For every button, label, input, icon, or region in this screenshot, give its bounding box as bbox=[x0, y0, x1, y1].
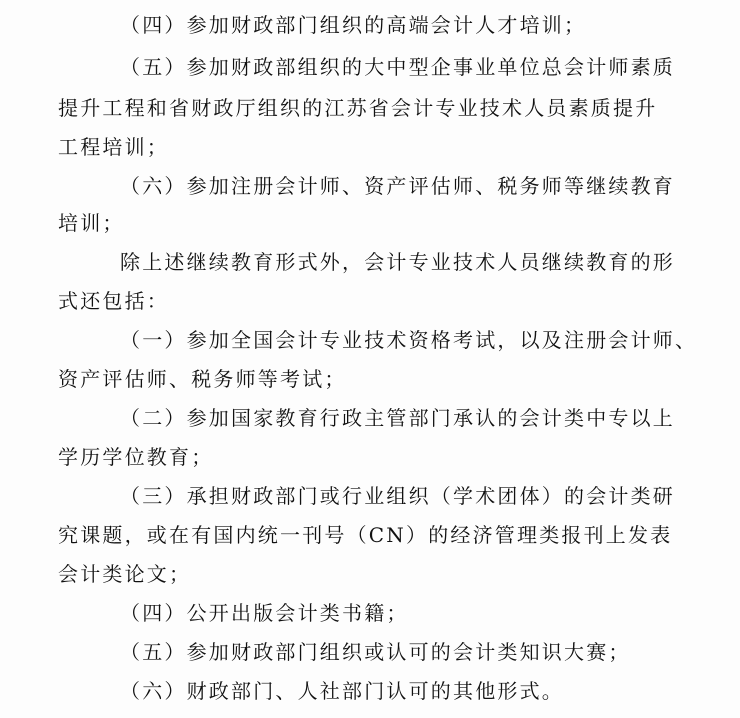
text-line: （一）参加全国会计专业技术资格考试，以及注册会计师、 bbox=[120, 328, 698, 352]
text-line: 式还包括： bbox=[58, 289, 169, 313]
text-line: （六）参加注册会计师、资产评估师、税务师等继续教育 bbox=[120, 174, 675, 198]
text-line: 资产评估师、税务师等考试； bbox=[58, 367, 347, 391]
text-line: 提升工程和省财政厅组织的江苏省会计专业技术人员素质提升 bbox=[58, 96, 658, 120]
text-line: 学历学位教育； bbox=[58, 445, 214, 469]
text-line: 除上述继续教育形式外，会计专业技术人员继续教育的形 bbox=[120, 250, 675, 274]
text-line: （五）参加财政部门组织或认可的会计类知识大赛； bbox=[120, 640, 631, 664]
text-line: 工程培训； bbox=[58, 135, 169, 159]
text-line: （五）参加财政部组织的大中型企事业单位总会计师素质 bbox=[120, 55, 675, 79]
text-line: 究课题，或在有国内统一刊号（CN）的经济管理类报刊上发表 bbox=[58, 523, 673, 547]
text-line: （六）财政部门、人社部门认可的其他形式。 bbox=[120, 679, 564, 703]
text-line: （三）承担财政部门或行业组织（学术团体）的会计类研 bbox=[120, 484, 675, 508]
text-line: （二）参加国家教育行政主管部门承认的会计类中专以上 bbox=[120, 406, 675, 430]
text-line: （四）参加财政部门组织的高端会计人才培训； bbox=[120, 13, 587, 37]
text-line: 会计类论文； bbox=[58, 562, 192, 586]
text-line: （四）公开出版会计类书籍； bbox=[120, 601, 409, 625]
text-line: 培训； bbox=[58, 211, 125, 235]
